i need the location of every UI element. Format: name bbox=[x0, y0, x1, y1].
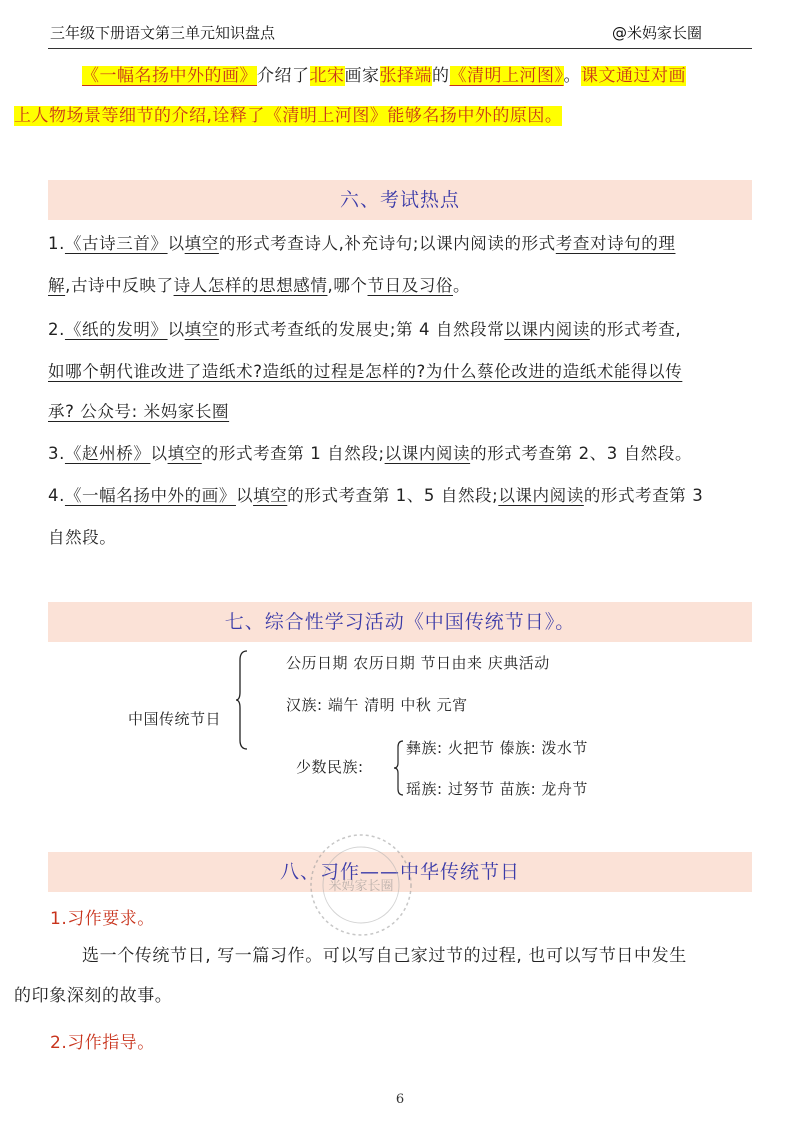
text: ,古诗中反映了 bbox=[65, 276, 174, 295]
text: 的形式考查纸的发展史;第 4 自然段常 bbox=[218, 320, 505, 339]
keyword: 如哪个朝代谁改进了造纸术?造纸的过程是怎样的?为什么蔡伦改进的造纸术能得以传 bbox=[48, 362, 683, 381]
text: 的形式考查第 3 bbox=[583, 486, 704, 505]
text: 以 bbox=[150, 444, 168, 463]
intro-dynasty: 北宋 bbox=[309, 66, 345, 86]
brace-icon bbox=[236, 650, 248, 750]
exam-item-2-line-2 bbox=[48, 358, 752, 386]
text: 以 bbox=[235, 486, 254, 505]
text: 选一个传统节日, 写一篇习作。可以写自己家过节的过程, 也可以写节日中发生 bbox=[82, 946, 687, 966]
keyword: 填空 bbox=[167, 444, 202, 463]
keyword: 填空 bbox=[184, 234, 219, 253]
section-title-festival-activity: 七、综合性学习活动《中国传统节日》。 bbox=[48, 602, 752, 642]
watermark-seal-icon bbox=[296, 820, 426, 950]
lesson-title: 《一幅名扬中外的画》 bbox=[64, 486, 236, 505]
keyword: 以课内阅读 bbox=[384, 444, 471, 463]
brace-icon bbox=[394, 740, 404, 796]
text: 的形式考查第 1、5 自然段; bbox=[287, 486, 499, 505]
lesson-title: 《赵州桥》 bbox=[64, 444, 151, 463]
tree-branch-dates: 公历日期 农历日期 节日由来 庆典活动 bbox=[286, 654, 550, 672]
text: 的印象深刻的故事。 bbox=[14, 986, 173, 1006]
keyword: 承? 公众号: 米妈家长圈 bbox=[48, 402, 230, 421]
text: 的形式考查, bbox=[589, 320, 682, 339]
page-header bbox=[48, 18, 752, 49]
header-account: @米妈家长圈 bbox=[611, 24, 702, 42]
intro-painter: 张择端 bbox=[379, 66, 432, 86]
section-title-writing: 八、习作——中华传统节日 bbox=[48, 852, 752, 892]
exam-item-4-line-2 bbox=[48, 524, 752, 552]
keyword: 填空 bbox=[184, 320, 219, 339]
exam-item-3 bbox=[48, 440, 752, 468]
intro-book-title: 《一幅名扬中外的画》 bbox=[82, 66, 257, 86]
lesson-title: 《纸的发明》 bbox=[64, 320, 168, 339]
tree-leaf-yi-dai: 彝族: 火把节 傣族: 泼水节 bbox=[406, 739, 588, 757]
keyword: 以课内阅读 bbox=[498, 486, 584, 505]
tree-leaf-yao-miao: 瑶族: 过努节 苗族: 龙舟节 bbox=[406, 780, 588, 798]
text: 以 bbox=[167, 234, 185, 253]
writing-guidance-title: 2.习作指导。 bbox=[50, 1033, 155, 1053]
intro-summary: 课文通过对画 bbox=[581, 66, 686, 86]
writing-requirements-title: 1.习作要求。 bbox=[50, 909, 155, 929]
header-title: 三年级下册语文第三单元知识盘点 bbox=[50, 24, 276, 42]
text: 的形式考查诗人,补充诗句;以课内阅读的形式 bbox=[218, 234, 556, 253]
text: 的形式考查第 2、3 自然段。 bbox=[470, 444, 693, 463]
keyword: 解 bbox=[48, 276, 66, 295]
section-title-exam-hotspots: 六、考试热点 bbox=[48, 180, 752, 220]
intro-painting-title: 《清明上河图》 bbox=[449, 66, 564, 86]
text: 。 bbox=[453, 276, 471, 295]
keyword: 考查对诗句的理 bbox=[555, 234, 676, 253]
watermark-label: 米妈家长圈 bbox=[328, 879, 394, 894]
exam-item-4-line-1 bbox=[48, 482, 752, 510]
item-number: 3. bbox=[48, 444, 65, 463]
intro-text: 画家 bbox=[344, 66, 380, 86]
text: 以 bbox=[167, 320, 185, 339]
page-number: 6 bbox=[395, 1092, 405, 1107]
item-number: 1. bbox=[48, 234, 65, 253]
tree-branch-han: 汉族: 端午 清明 中秋 元宵 bbox=[286, 696, 468, 714]
keyword: 以课内阅读 bbox=[504, 320, 590, 339]
text: ,哪个 bbox=[327, 276, 368, 295]
lesson-title: 《古诗三首》 bbox=[64, 234, 168, 253]
exam-item-1-line-2 bbox=[48, 272, 752, 300]
tree-root: 中国传统节日 bbox=[128, 710, 222, 728]
text: 的形式考查第 1 自然段; bbox=[201, 444, 385, 463]
intro-text: 的 bbox=[432, 66, 450, 86]
keyword: 填空 bbox=[253, 486, 288, 505]
keyword: 节日及习俗 bbox=[367, 276, 454, 295]
intro-text: 。 bbox=[563, 66, 581, 86]
text: 自然段。 bbox=[48, 528, 117, 547]
exam-item-1-line-1 bbox=[48, 230, 752, 258]
tree-branch-minority: 少数民族: bbox=[296, 758, 364, 776]
item-number: 2. bbox=[48, 320, 65, 339]
intro-summary-line2: 上人物场景等细节的介绍,诠释了《清明上河图》能够名扬中外的原因。 bbox=[14, 106, 563, 126]
exam-item-2-line-1 bbox=[48, 316, 752, 344]
item-number: 4. bbox=[48, 486, 65, 505]
exam-item-2-line-3 bbox=[48, 398, 752, 426]
intro-text: 介绍了 bbox=[257, 66, 310, 86]
keyword: 诗人怎样的思想感情 bbox=[173, 276, 328, 295]
intro-paragraph bbox=[14, 56, 752, 136]
